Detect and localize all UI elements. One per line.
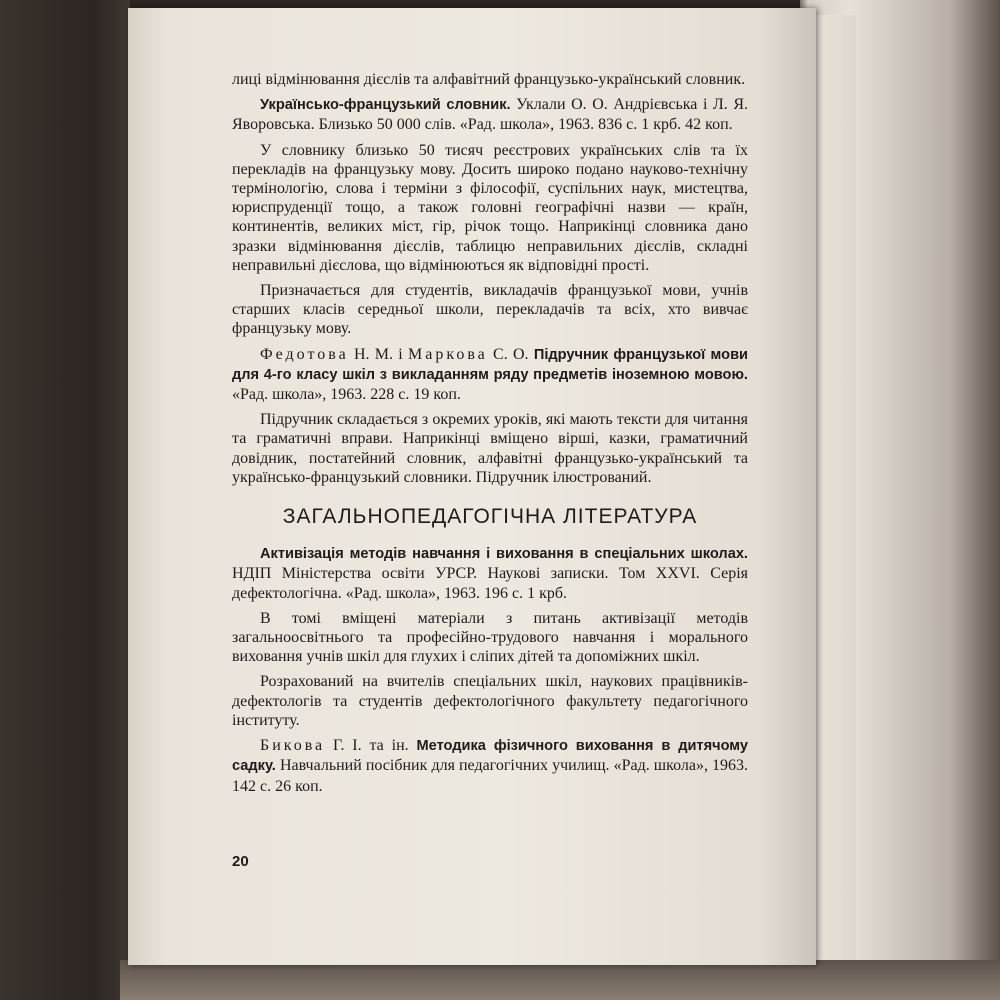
- entry-details: «Рад. школа», 1963. 228 с. 19 коп.: [232, 386, 461, 404]
- entry-paragraph: Розрахований на вчителів спеціальних шкіл, наукових працівників-дефектологів та студентів дефектологічного факультету педагогічного інституту.: [232, 673, 748, 729]
- entry-paragraph: Підручник складається з окремих уроків, які мають тексти для читання та граматичні вправи. Наприкінці вміщено вірші, казки, граматичний довідник, постатейний словник, алфавітні французько-український та українсько-французький словники. Підручник ілюстрований.: [232, 411, 748, 486]
- entry-activation-methods: [232, 544, 748, 730]
- entry-title: Активізація методів навчання і виховання в спеціальних школах.: [260, 546, 748, 563]
- entry-paragraph: Призначається для студентів, викладачів французької мови, учнів старших класів середньої школи, перекладачів та всіх, хто вивчає французьку мову.: [232, 282, 748, 338]
- entry-ukr-fr-dictionary: [232, 95, 748, 338]
- entry-author: Бикова: [260, 737, 326, 755]
- page-number: 20: [232, 853, 249, 870]
- page-text: [232, 70, 748, 796]
- book-page: [128, 8, 816, 965]
- background-left: [0, 0, 130, 1000]
- entry-details: Навчальний посібник для педагогічних училищ. «Рад. школа», 1963. 142 с. 26 коп.: [232, 757, 749, 795]
- entry-details: НДІП Міністерства освіти УРСР. Наукові записки. Том XXVI. Серія дефектологічна. «Рад. школа», 1963. 196 с. 1 крб.: [232, 565, 748, 602]
- entry-french-textbook: [232, 345, 748, 487]
- continuation-text: лиці відмінювання дієслів та алфавітний французько-український словник.: [232, 71, 746, 88]
- entry-author-initials: Н. М. і: [353, 345, 403, 363]
- entry-physical-education: [232, 736, 748, 796]
- entry-title: Українсько-французький словник.: [260, 97, 511, 114]
- background-bottom: [120, 960, 1000, 1000]
- entry-title: Методика фізичного виховання в дитячому садку.: [232, 738, 749, 775]
- entry-author: Маркова: [408, 345, 488, 363]
- entry-author: Федотова: [260, 345, 349, 363]
- entry-paragraph: У словнику близько 50 тисяч реєстрових українських слів та їх перекладів на французьку мову. Досить широко подано науково-технічну термінологію, слова і терміни з філософії, суспільних наук, мистецтва, юриспруденції тощо, а також головні географічні назви — країн, континентів, великих міст, гір, річок тощо. Наприкінці словника дано зразки відмінювання дієслів, таблицю неправильних дієслів, складні неправильні дієслова, що відмінюються як відповідні прості.: [232, 141, 748, 274]
- entry-title: Підручник французької мови для 4-го класу шкіл з викладанням ряду предметів іноземною мовою.: [232, 346, 749, 383]
- entry-author-initials: С. О.: [493, 345, 529, 363]
- section-heading: ЗАГАЛЬНОПЕДАГОГІЧНА ЛІТЕРАТУРА: [282, 505, 698, 529]
- entry-author-initials: Г. І. та ін.: [333, 737, 409, 755]
- entry-paragraph: В томі вміщені матеріали з питань активізації методів загальноосвітнього та професійно-трудового навчання і морального виховання учнів шкіл для глухих і сліпих дітей та допоміжних шкіл.: [232, 609, 748, 666]
- entry-details: Уклали О. О. Андрієвська і Л. Я. Яворовська. Близько 50 000 слів. «Рад. школа», 1963. 836 с. 1 крб. 42 коп.: [232, 96, 748, 134]
